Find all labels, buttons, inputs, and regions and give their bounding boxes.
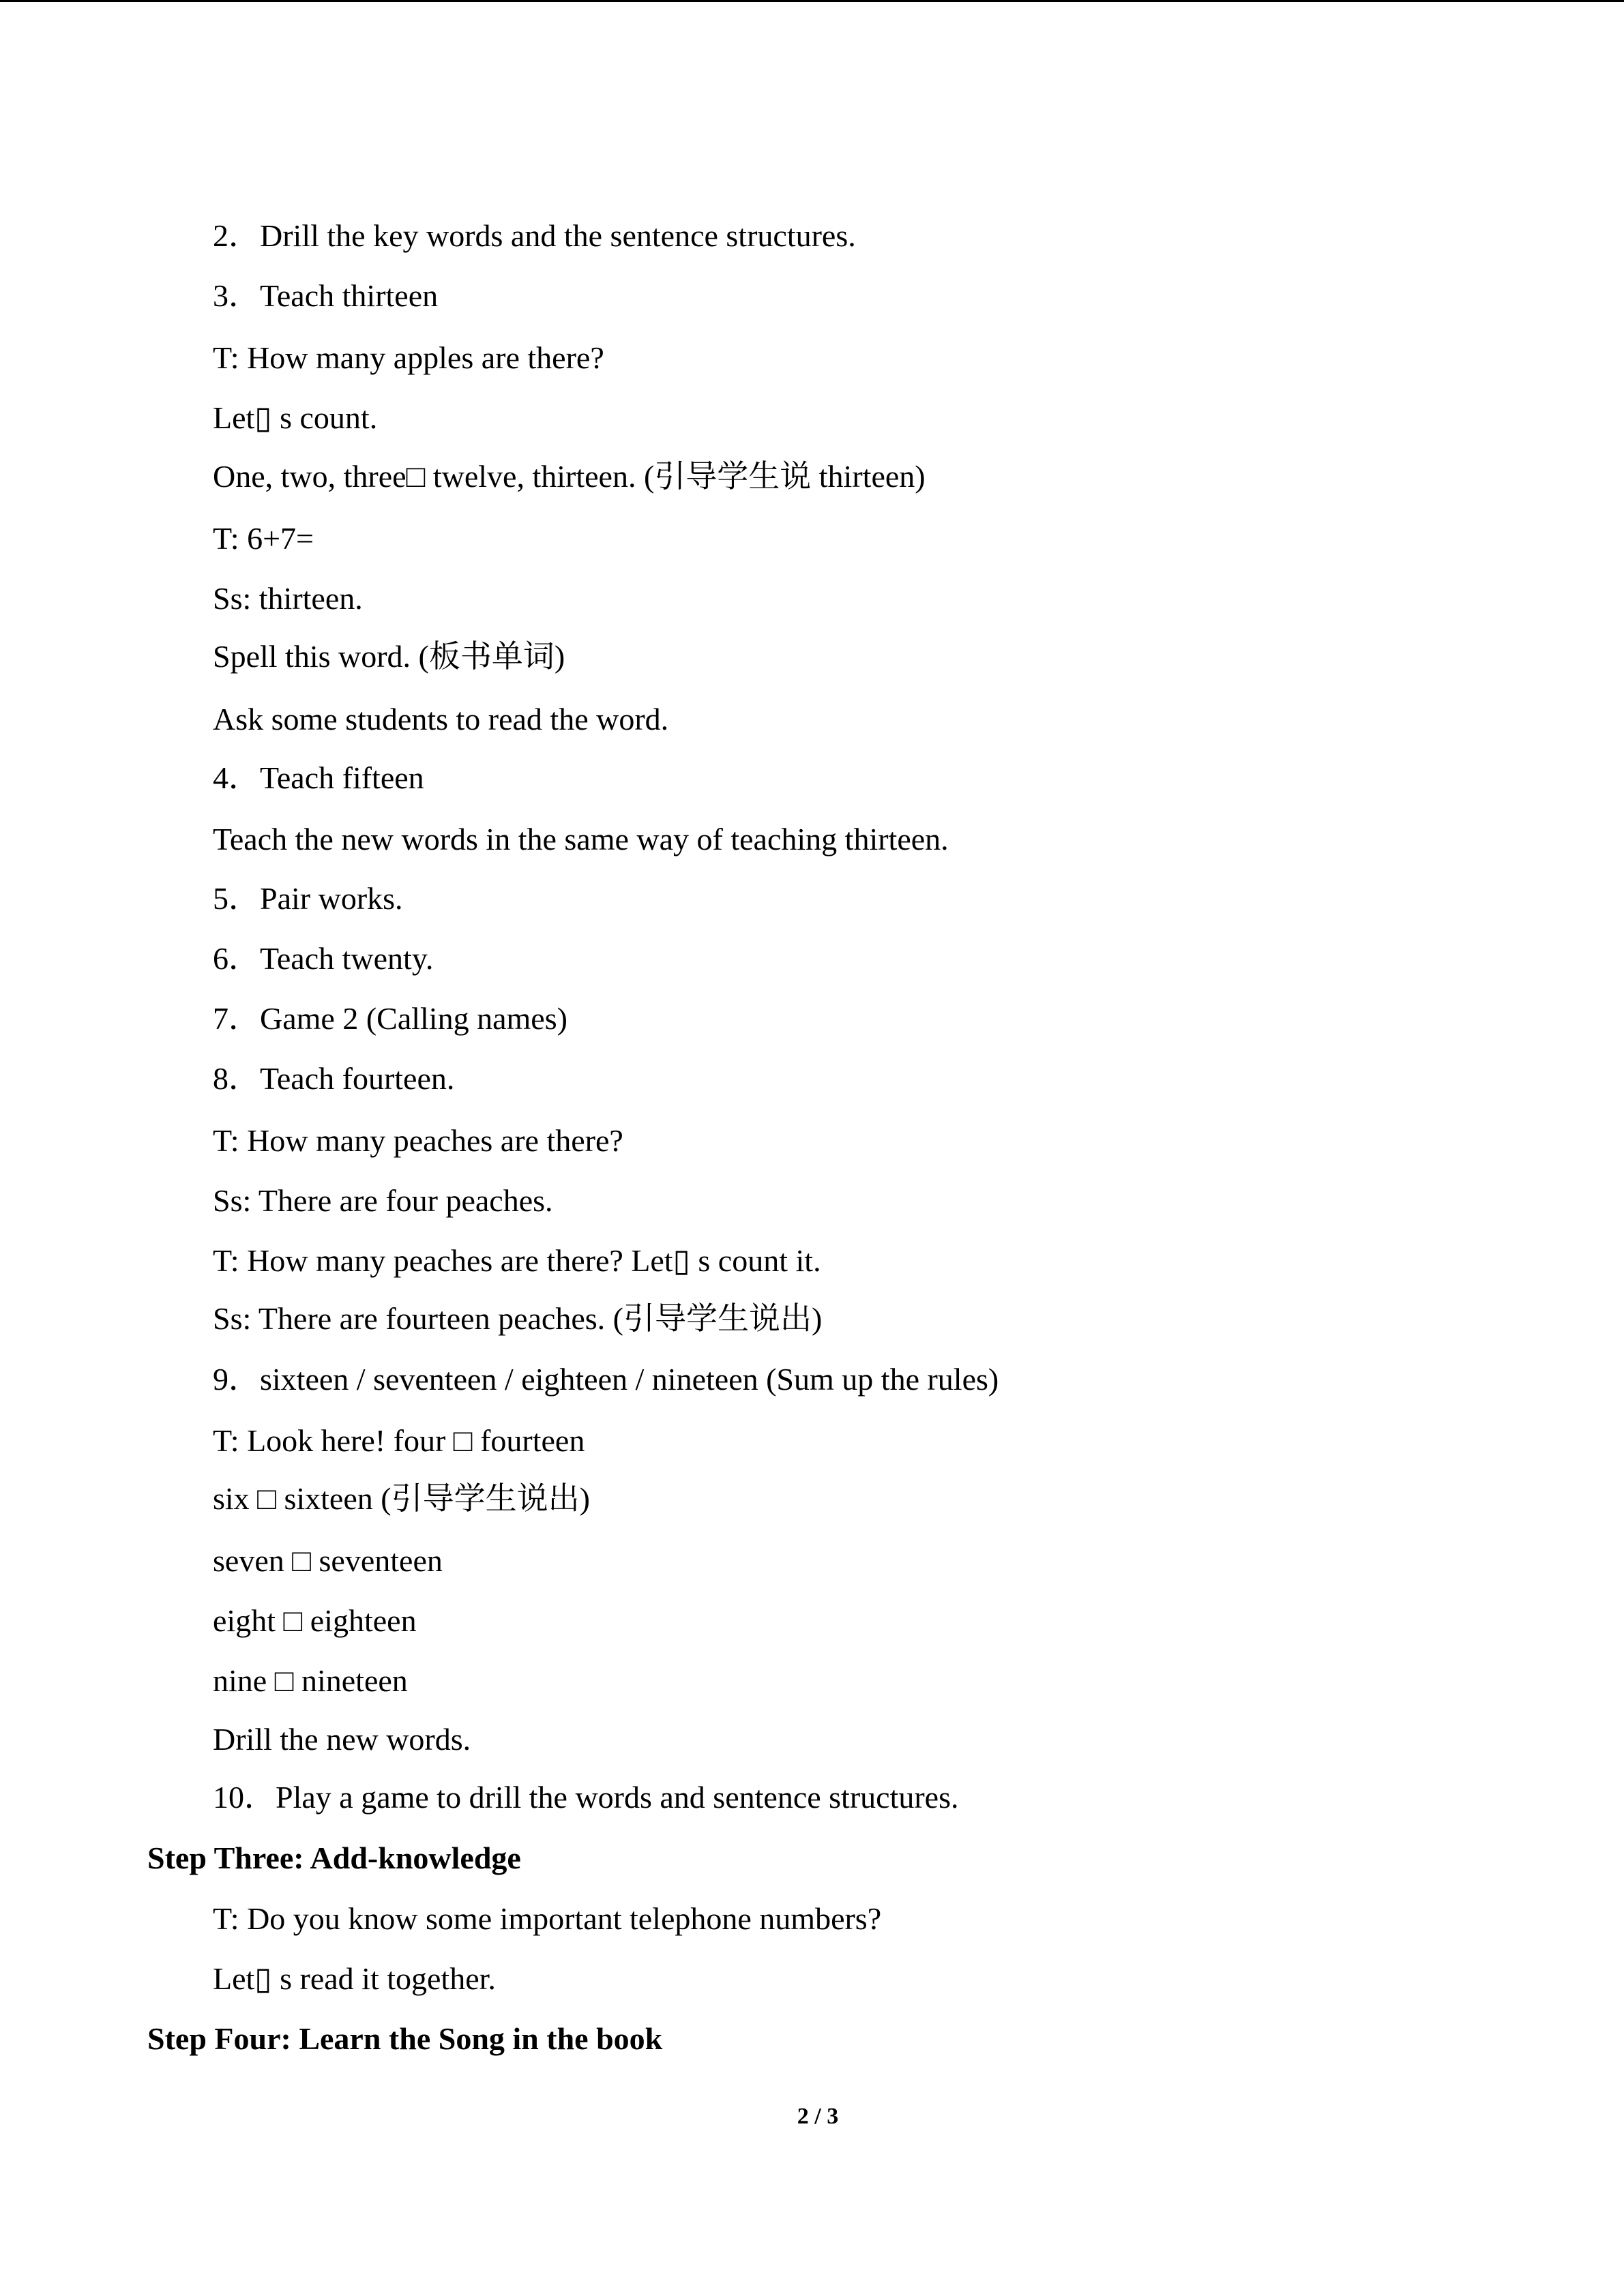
text-line: nine □ nineteen: [213, 1663, 408, 1698]
text-line: T: Look here! four □ fourteen: [213, 1423, 585, 1458]
text-line: 4．Teach fifteen: [213, 760, 424, 795]
text-line: 2．Drill the key words and the sentence structures.: [213, 218, 856, 253]
text-line: 10．Play a game to drill the words and sentence structures.: [213, 1780, 959, 1815]
text-line: Spell this word. (板书单词): [213, 639, 565, 674]
text-line: Ss: thirteen.: [213, 581, 363, 616]
text-line: Teach the new words in the same way of teaching thirteen.: [213, 822, 949, 856]
page-top-border: [0, 0, 1624, 2]
text-line: seven □ seventeen: [213, 1543, 443, 1578]
step-three-heading: Step Three: Add-knowledge: [147, 1840, 521, 1875]
text-line: Let▯ s read it together.: [213, 1961, 496, 1996]
text-line: One, two, three□ twelve, thirteen. (引导学生说 thirteen): [213, 459, 926, 494]
text-line: Drill the new words.: [213, 1722, 471, 1757]
text-line: T: Do you know some important telephone numbers?: [213, 1901, 882, 1936]
text-line: T: How many peaches are there? Let▯ s count it.: [213, 1243, 821, 1278]
text-line: T: 6+7=: [213, 521, 314, 556]
text-line: Let▯ s count.: [213, 400, 378, 435]
text-line: 6．Teach twenty.: [213, 941, 434, 976]
text-line: six □ sixteen (引导学生说出): [213, 1481, 590, 1516]
text-line: Ask some students to read the word.: [213, 702, 669, 736]
text-line: 7．Game 2 (Calling names): [213, 1001, 567, 1036]
text-line: T: How many peaches are there?: [213, 1123, 623, 1158]
text-line: 9．sixteen / seventeen / eighteen / nineteen (Sum up the rules): [213, 1362, 999, 1397]
text-line: T: How many apples are there?: [213, 340, 604, 375]
text-line: 3．Teach thirteen: [213, 278, 439, 313]
text-line: eight □ eighteen: [213, 1603, 417, 1638]
text-line: Ss: There are fourteen peaches. (引导学生说出): [213, 1301, 823, 1336]
text-line: 5．Pair works.: [213, 881, 403, 916]
text-line: 8．Teach fourteen.: [213, 1061, 455, 1096]
step-four-heading: Step Four: Learn the Song in the book: [147, 2021, 663, 2056]
text-line: Ss: There are four peaches.: [213, 1183, 553, 1218]
page-number: 2 / 3: [797, 2104, 839, 2129]
